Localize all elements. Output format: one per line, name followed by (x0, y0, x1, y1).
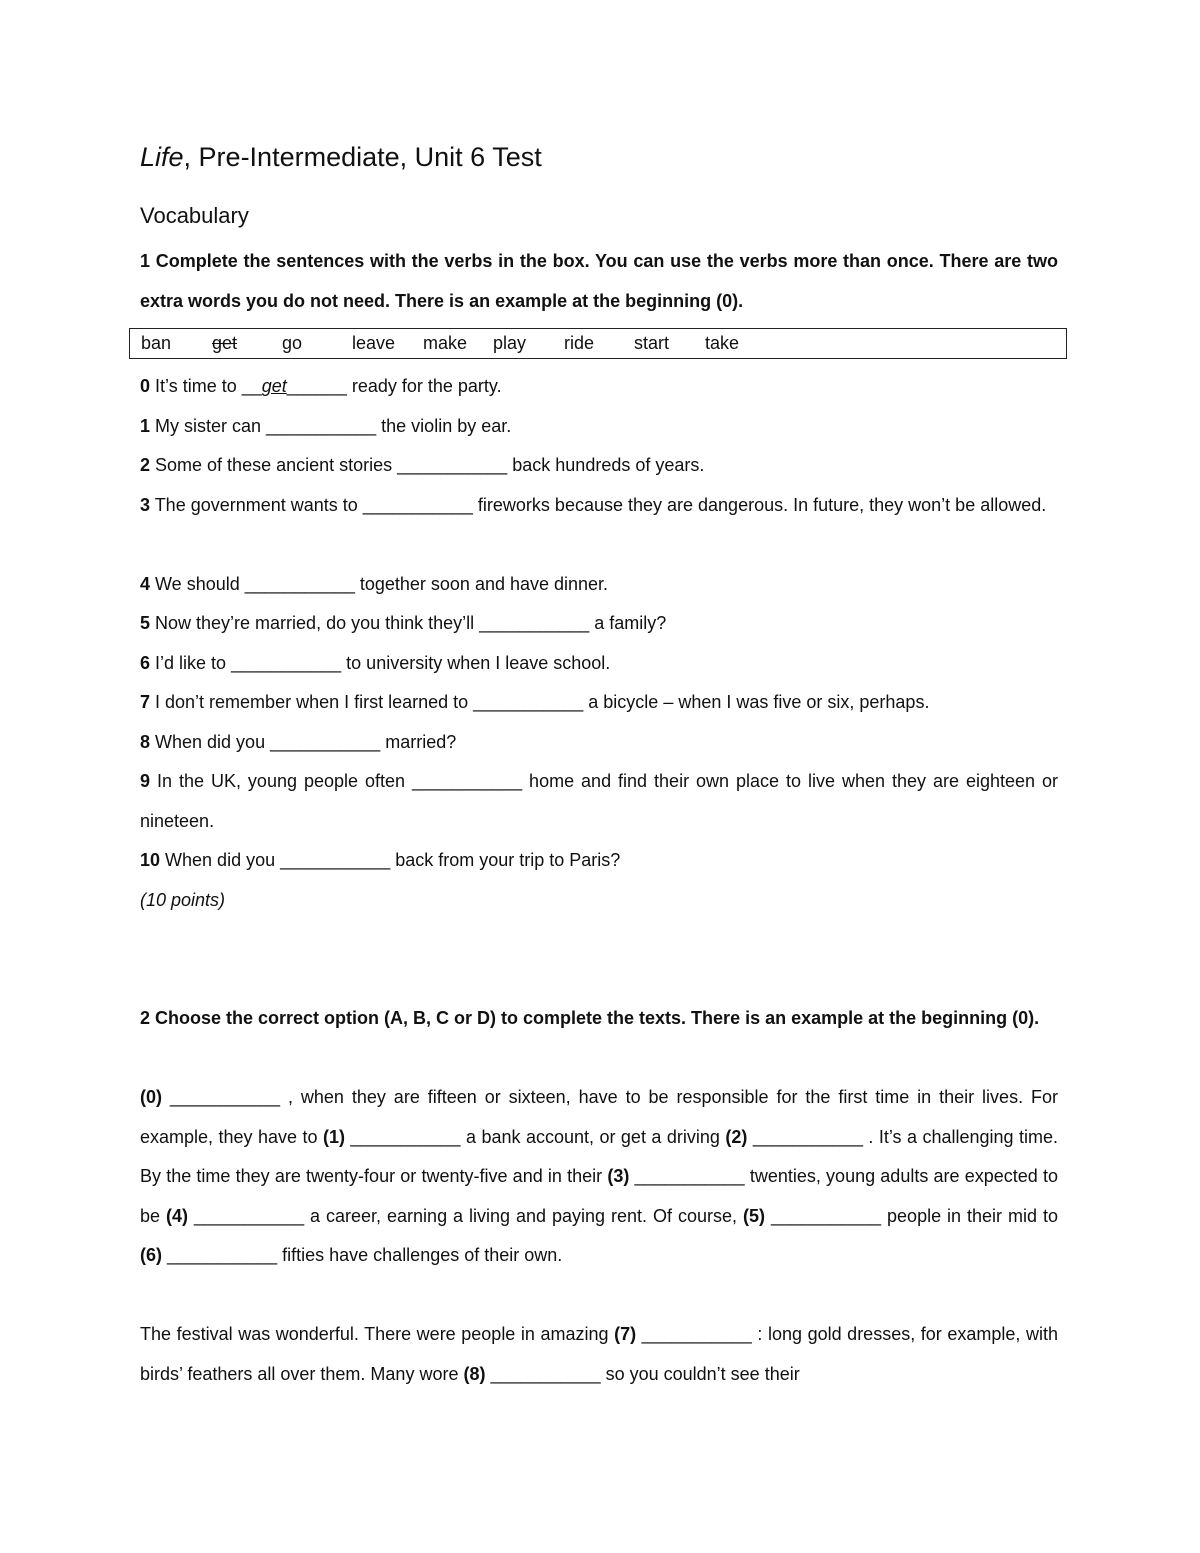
paragraph-text: ___________ a career, earning a living and paying rent. Of course, (188, 1205, 743, 1226)
page-title (140, 142, 542, 173)
text-paragraph-1 (140, 1078, 1058, 1276)
gap-number: (6) (140, 1245, 162, 1265)
paragraph-text: The festival was wonderful. There were people in amazing (140, 1324, 615, 1344)
question-text: ______ ready for the party. (286, 376, 502, 396)
question-text: The government wants to ___________ fireworks because they are dangerous. In future, they won’t be allowed. (150, 495, 1047, 515)
box-word: make (423, 333, 468, 353)
gap-number: (5) (742, 1205, 765, 1226)
paragraph-text: ___________ , when they are fifteen or sixteen, have to be responsible for the first time in their lives. For example, they have to (140, 1087, 1058, 1147)
paragraph-text: ___________ so you couldn’t see their (485, 1363, 800, 1384)
question-text: Now they’re married, do you think they’ll ___________ a family? (150, 613, 667, 633)
box-word: take (705, 333, 740, 353)
question-number: 5 (140, 613, 151, 633)
question-3 (140, 486, 1058, 526)
box-word: play (493, 333, 527, 353)
question-text: I don’t remember when I first learned to ___________ a bicycle – when I was five or six, perhaps. (150, 692, 930, 712)
question-6 (140, 644, 1058, 684)
box-word: go (282, 333, 303, 353)
gap-number: (0) (140, 1087, 162, 1107)
question-1 (140, 407, 1058, 447)
question-number: 0 (140, 376, 151, 396)
question-10 (140, 841, 1058, 881)
title-italic: Life (140, 142, 184, 172)
exercise-1-instruction: 1 Complete the sentences with the verbs in the box. You can use the verbs more than once. There are two extra words you do not need. There is an example at the beginning (0). (140, 251, 1058, 311)
question-number: 1 (140, 416, 151, 436)
gap-number: (8) (463, 1363, 486, 1384)
paragraph-text: ___________ people in their mid to (764, 1205, 1059, 1226)
gap-number: (3) (607, 1166, 630, 1186)
question-5 (140, 604, 1058, 644)
question-text: It’s time to __ (150, 376, 262, 396)
question-number: 6 (140, 653, 151, 673)
question-number: 4 (140, 574, 151, 594)
question-text: I’d like to ___________ to university when I leave school. (150, 653, 611, 673)
question-number: 9 (140, 771, 151, 791)
paragraph-text: ___________ a bank account, or get a driving (344, 1126, 726, 1147)
box-word: start (634, 333, 670, 353)
question-text: When did you ___________ married? (150, 732, 457, 752)
gap-number: (7) (614, 1324, 637, 1344)
question-number: 3 (140, 495, 151, 515)
title-rest: , Pre-Intermediate, Unit 6 Test (183, 142, 542, 172)
question-0 (140, 367, 1058, 407)
question-text: Some of these ancient stories ___________ back hundreds of years. (150, 455, 705, 475)
paragraph-text: ___________ . It’s a challenging time. By the time they are twenty-four or twenty-five and in their (140, 1126, 1059, 1186)
paragraph-text: ___________ twenties, young adults are expected to be (140, 1166, 1058, 1226)
gap-number: (2) (725, 1126, 748, 1147)
question-2 (140, 446, 1058, 486)
question-number: 7 (140, 692, 151, 712)
text-paragraph-2 (140, 1315, 1058, 1394)
question-text: When did you ___________ back from your trip to Paris? (160, 850, 621, 870)
question-7 (140, 683, 1058, 723)
question-number: 10 (140, 850, 161, 870)
exercise-2-instruction: 2 Choose the correct option (A, B, C or D) to complete the texts. There is an example at the beginning (0). (140, 1008, 1040, 1028)
paragraph-text: ___________ : long gold dresses, for example, with birds’ feathers all over them. Many wore (140, 1324, 1058, 1384)
question-number: 8 (140, 732, 151, 752)
word-box (129, 328, 1067, 359)
question-4 (140, 565, 1058, 605)
paragraph-text: ___________ fifties have challenges of their own. (162, 1245, 563, 1265)
question-text: My sister can ___________ the violin by ear. (150, 416, 512, 436)
question-9 (140, 762, 1058, 841)
gap-number: (1) (322, 1126, 345, 1147)
gap-number: (4) (166, 1205, 188, 1226)
question-text: We should ___________ together soon and have dinner. (150, 574, 609, 594)
section-heading: Vocabulary (140, 203, 249, 228)
question-number: 2 (140, 455, 151, 475)
example-answer: get (261, 376, 287, 396)
box-word: ban (141, 333, 172, 353)
points-note: (10 points) (140, 890, 226, 910)
question-text: In the UK, young people often ___________ home and find their own place to live when they are eighteen or nineteen. (140, 771, 1058, 831)
box-word: ride (564, 333, 595, 353)
box-word-example: get (212, 333, 238, 353)
question-8 (140, 723, 1058, 763)
box-word: leave (352, 333, 396, 353)
